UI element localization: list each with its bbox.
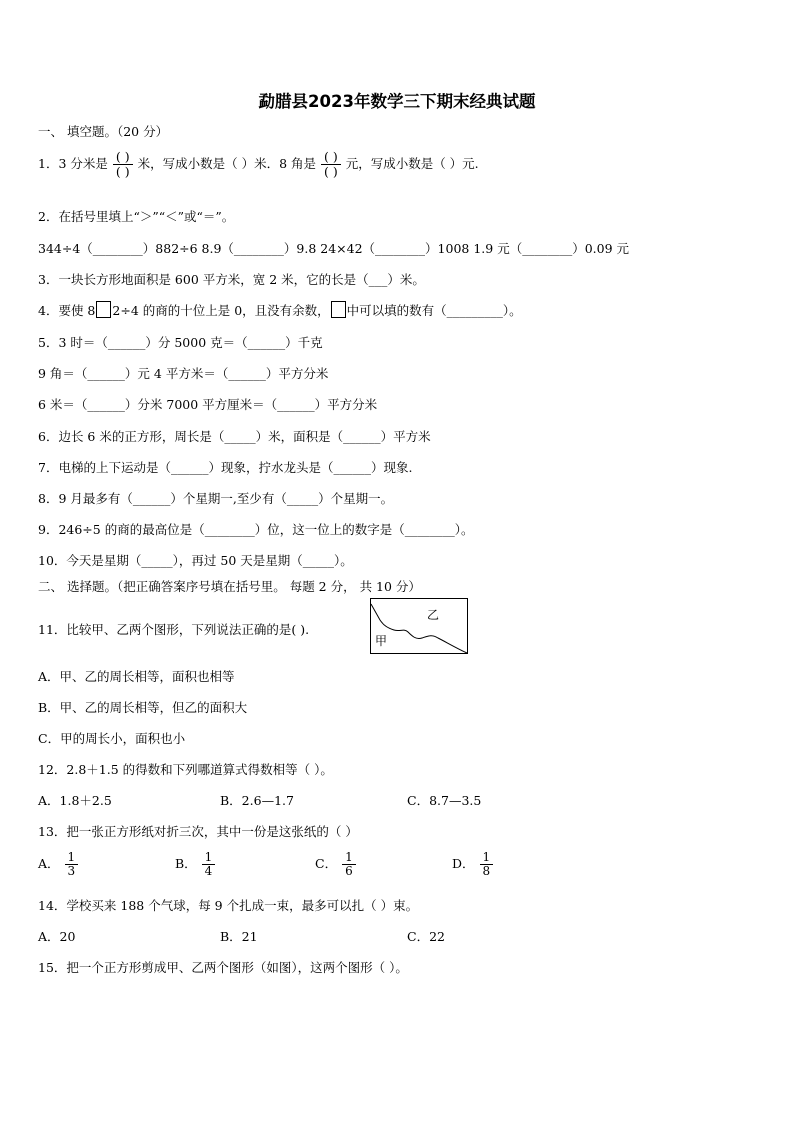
question-2-items: 344÷4（________）882÷6 8.9（________）9.8 24×42（________）1008 1.9 元（________）0.09 元	[38, 241, 630, 256]
q13-a-fraction	[65, 851, 79, 878]
q13-option-c	[315, 851, 357, 878]
question-7: 7．电梯的上下运动是（______）现象，拧水龙头是（______）现象.	[38, 460, 413, 475]
fraction-denominator: 8	[482, 864, 491, 878]
q1-end: 元，写成小数是（ ）元.	[345, 156, 479, 171]
q1-fraction-2	[321, 150, 341, 179]
question-5-row-1: 5．3 时＝（______）分 5000 克＝（______）千克	[38, 335, 323, 350]
question-8: 8．9 月最多有（______）个星期一,至少有（_____）个星期一。	[38, 491, 394, 506]
q13-option-a	[38, 851, 79, 878]
q13-c-fraction	[342, 851, 356, 878]
q11-option-b: B．甲、乙的周长相等，但乙的面积大	[38, 700, 248, 715]
q4-part-c: 中可以填的数有（_________）。	[346, 303, 522, 318]
fraction-numerator: 1	[204, 850, 213, 864]
q12-option-a: A．1.8＋2.5	[38, 793, 112, 808]
q13-option-d	[452, 851, 494, 878]
question-14-stem: 14．学校买来 188 个气球，每 9 个扎成一束，最多可以扎（ ）束。	[38, 898, 419, 913]
q1-frac1-num: ( )	[115, 149, 130, 164]
fraction-denominator: 3	[67, 864, 76, 878]
q13-b-label: B．	[175, 856, 197, 871]
q1-mid: 米，写成小数是（ ）米．8 角是	[137, 156, 316, 171]
q14-option-a: A．20	[38, 929, 76, 944]
fraction-denominator: 4	[204, 864, 213, 878]
question-15-stem: 15．把一个正方形剪成甲、乙两个图形（如图），这两个图形（ ）。	[38, 960, 408, 975]
blank-box	[331, 301, 346, 318]
question-11-stem: 11．比较甲、乙两个图形，下列说法正确的是( ).	[38, 622, 310, 637]
q1-frac1-den: ( )	[115, 164, 130, 179]
q13-d-label: D．	[452, 856, 475, 871]
question-6: 6．边长 6 米的正方形，周长是（_____）米，面积是（______）平方米	[38, 429, 431, 444]
q12-option-b: B．2.6—1.7	[220, 793, 294, 808]
question-5-row-2: 9 角＝（______）元 4 平方米＝（______）平方分米	[38, 366, 329, 381]
question-13-stem: 13．把一张正方形纸对折三次，其中一份是这张纸的（ ）	[38, 824, 358, 839]
fraction-numerator: 1	[345, 850, 353, 864]
q13-option-b	[175, 851, 216, 878]
section1-heading: 一、 填空题。（20 分）	[38, 124, 169, 139]
q12-option-c: C．8.7—3.5	[407, 793, 482, 808]
q13-a-label: A．	[38, 856, 60, 871]
page-title: 勐腊县2023年数学三下期末经典试题	[258, 92, 536, 111]
q4-part-a: 4．要使 8	[38, 303, 96, 318]
fraction-numerator: 1	[67, 850, 76, 864]
q1-frac2-den: ( )	[323, 164, 338, 179]
question-12-stem: 12．2.8＋1.5 的得数和下列哪道算式得数相等（ ）。	[38, 762, 333, 777]
q13-b-fraction	[202, 851, 216, 878]
question-9: 9．246÷5 的商的最高位是（________）位，这一位上的数字是（________）。	[38, 522, 474, 537]
question-5-row-3: 6 米＝（______）分米 7000 平方厘米＝（______）平方分米	[38, 397, 378, 412]
label-jia: 甲	[375, 634, 388, 648]
section2-heading: 二、 选择题。（把正确答案序号填在括号里。 每题 2 分， 共 10 分）	[38, 579, 421, 594]
question-4	[38, 301, 522, 319]
fraction-numerator: 1	[482, 850, 491, 864]
fraction-denominator: 6	[345, 864, 353, 878]
question-3: 3．一块长方形地面积是 600 平方米，宽 2 米，它的长是（___）米。	[38, 272, 425, 287]
q14-option-b: B．21	[220, 929, 258, 944]
label-yi: 乙	[427, 608, 440, 622]
q11-option-a: A．甲、乙的周长相等，面积也相等	[38, 669, 235, 684]
question-2: 2．在括号里填上“＞”“＜”或“＝”。	[38, 209, 235, 224]
question-10: 10．今天是星期（_____），再过 50 天是星期（_____）。	[38, 553, 353, 568]
q1-fraction-1	[113, 150, 133, 179]
q1-frac2-num: ( )	[323, 149, 338, 164]
q1-start: 1．3 分米是	[38, 156, 108, 171]
q11-figure	[370, 598, 468, 654]
q14-option-c: C．22	[407, 929, 445, 944]
q11-option-c: C．甲的周长小，面积也小	[38, 731, 186, 746]
blank-box	[96, 301, 111, 318]
q13-c-label: C．	[315, 856, 338, 871]
q4-part-b: 2÷4 的商的十位上是 0，且没有余数，	[112, 303, 330, 318]
question-1	[38, 150, 479, 179]
q13-d-fraction	[480, 851, 494, 878]
